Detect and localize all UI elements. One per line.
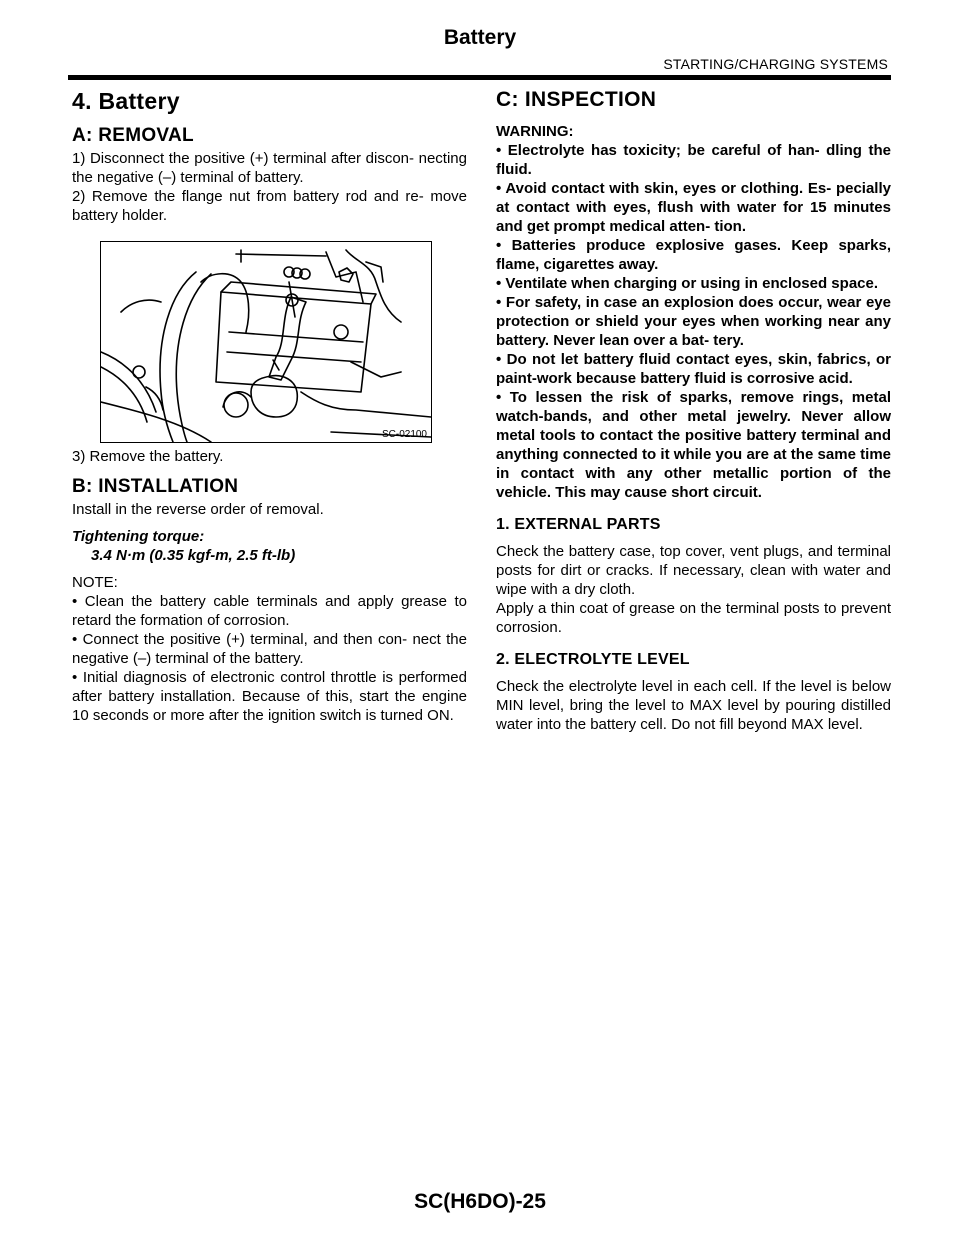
external-parts-heading: 1. EXTERNAL PARTS [496, 516, 661, 533]
note-item: • Initial diagnosis of electronic control throttle is performed after battery installation. Because of this, start the engine 10 seconds or more after the ignition switch is turned ON. [72, 669, 467, 724]
right-column [496, 88, 891, 734]
page-header-title: Battery [443, 26, 517, 49]
warning-item: • Ventilate when charging or using in enclosed space. [496, 275, 879, 292]
external-parts-text: Apply a thin coat of grease on the terminal posts to prevent corrosion. [496, 600, 891, 636]
warning-item: • Do not let battery fluid contact eyes, skin, fabrics, or paint-work because battery fluid is corrosive acid. [496, 351, 891, 387]
warning-item: • Avoid contact with skin, eyes or clothing. Es- pecially at contact with eyes, flush with water for 15 minutes and get prompt medical atten- tion. [496, 180, 891, 235]
installation-heading: B: INSTALLATION [72, 476, 239, 497]
page-number: SC(H6DO)-25 [414, 1190, 546, 1213]
removal-step-3: 3) Remove the battery. [72, 448, 224, 465]
removal-heading: A: REMOVAL [72, 125, 194, 146]
torque-value: 3.4 N·m (0.35 kgf-m, 2.5 ft-lb) [91, 547, 296, 564]
note-label: NOTE: [72, 574, 118, 591]
warning-item: • Batteries produce explosive gases. Keep sparks, flame, cigarettes away. [496, 237, 891, 273]
battery-drawing [101, 242, 431, 442]
battery-illustration [100, 241, 432, 443]
page-header-section: STARTING/CHARGING SYSTEMS [663, 56, 888, 72]
header-rule [68, 75, 891, 80]
electrolyte-level-text: Check the electrolyte level in each cell. If the level is below MIN level, bring the level to MAX level by pouring distilled water into the battery cell. Do not fill beyond MAX level. [496, 678, 891, 733]
warning-block [496, 122, 891, 502]
note-item: • Connect the positive (+) terminal, and then con- nect the negative (–) terminal of the battery. [72, 631, 467, 667]
installation-text: Install in the reverse order of removal. [72, 501, 324, 518]
warning-label: WARNING: [496, 123, 574, 140]
torque-spec [72, 527, 467, 565]
torque-label: Tightening torque: [72, 528, 205, 545]
left-column [72, 88, 467, 725]
warning-item: • For safety, in case an explosion does occur, wear eye protection or shield your eyes when working near any battery. Never lean over a bat- tery. [496, 294, 891, 349]
removal-step-2: 2) Remove the flange nut from battery rod and re- move battery holder. [72, 188, 467, 224]
main-title: 4. Battery [72, 88, 180, 114]
figure-code: SC-02100 [381, 429, 427, 440]
removal-step-1: 1) Disconnect the positive (+) terminal after discon- necting the negative (–) terminal of battery. [72, 150, 467, 186]
electrolyte-level-heading: 2. ELECTROLYTE LEVEL [496, 651, 690, 668]
inspection-heading: C: INSPECTION [496, 88, 657, 111]
warning-item: • Electrolyte has toxicity; be careful of han- dling the fluid. [496, 142, 891, 178]
warning-item: • To lessen the risk of sparks, remove rings, metal watch-bands, and other metal jewelry. Never allow metal tools to contact the positive battery terminal and anything connected to it while you are at the same time in contact with any other metallic portion of the vehicle. This may cause short circuit. [496, 389, 891, 501]
note-item: • Clean the battery cable terminals and apply grease to retard the formation of corrosion. [72, 593, 467, 629]
external-parts-text: Check the battery case, top cover, vent plugs, and terminal posts for dirt or cracks. If necessary, clean with water and wipe with a dry cloth. [496, 543, 891, 598]
